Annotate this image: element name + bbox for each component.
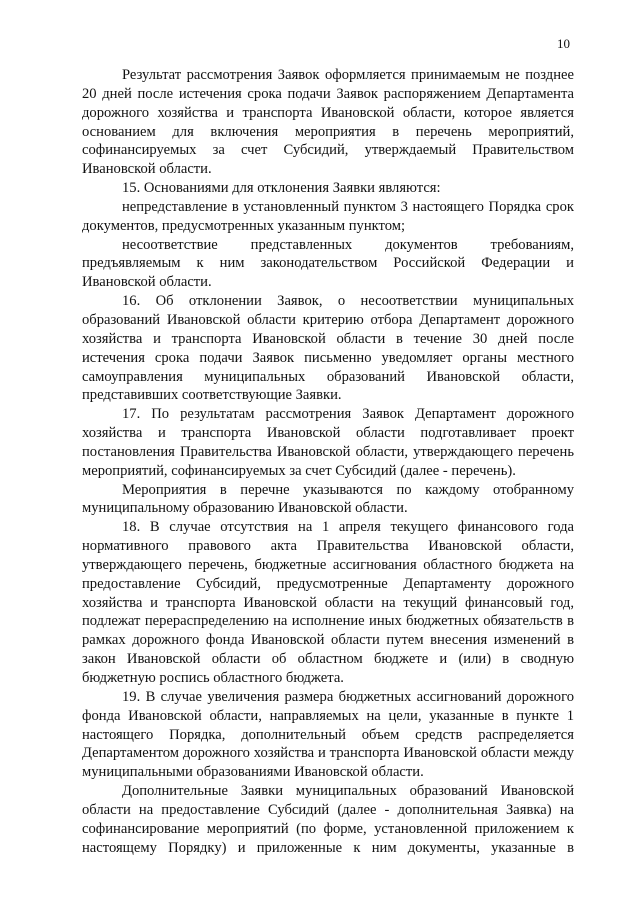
paragraph-additional-applications: Дополнительные Заявки муниципальных образований Ивановской области на предоставление Субсидий (далее - дополнительная Заявка) на софинансирование мероприятий (по форме, установленной приложением к настоящему Порядку) и приложенные к ним документы, указанные в — [82, 783, 574, 856]
paragraph-15-item-non-submission: непредставление в установленный пунктом 3 настоящего Порядка срок документов, предусмотренных указанным пунктом; — [82, 198, 574, 234]
document-body — [82, 66, 574, 857]
paragraph-15-item-non-compliance: несоответствие представленных документов требованиям, предъявляемым к ним законодательством Российской Федерации и Ивановской области. — [82, 236, 574, 291]
paragraph-19-additional-funds: 19. В случае увеличения размера бюджетных ассигнований дорожного фонда Ивановской области, направляемых на цели, указанные в пункте 1 настоящего Порядка, дополнительный объем средств распределяется Департаментом дорожного хозяйства и транспорта Ивановской области между муниципальными образованиями Ивановской области. — [82, 688, 574, 781]
page-number: 10 — [557, 36, 570, 51]
paragraph-17-list-content: Мероприятия в перечне указываются по каждому отобранному муниципальному образованию Ивановской области. — [82, 481, 574, 517]
paragraph-18-redistribution: 18. В случае отсутствия на 1 апреля текущего финансового года нормативного правового акта Правительства Ивановской области, утверждающего перечень, бюджетные ассигнования областного бюджета на предоставление Субсидий, предусмотренные Департаменту дорожного хозяйства и транспорта Ивановской области на текущий финансовый год, подлежат перераспределению на исполнение иных бюджетных обязательств в рамках дорожного фонда Ивановской области путем внесения изменений в закон Ивановской области об областном бюджете и (или) в сводную бюджетную роспись областного бюджета. — [82, 519, 574, 686]
paragraph-result-of-review: Результат рассмотрения Заявок оформляется принимаемым не позднее 20 дней после истечения срока подачи Заявок распоряжением Департамента дорожного хозяйства и транспорта Ивановской области, которое является основанием для включения мероприятия в перечень мероприятий, софинансируемых за счет Субсидий, утверждаемый Правительством Ивановской области. — [82, 67, 574, 178]
paragraph-15-grounds-for-rejection: 15. Основаниями для отклонения Заявки являются: — [122, 180, 441, 197]
paragraph-17-draft-resolution: 17. По результатам рассмотрения Заявок Департамент дорожного хозяйства и транспорта Ивановской области подготавливает проект постановления Правительства Ивановской области, утверждающего перечень мероприятий, софинансируемых за счет Субсидий (далее - перечень). — [82, 406, 574, 479]
paragraph-16-rejection-notice: 16. Об отклонении Заявок, о несоответствии муниципальных образований Ивановской области критерию отбора Департамент дорожного хозяйства и транспорта Ивановской области в течение 30 дней после истечения срока подачи Заявок письменно уведомляет органы местного самоуправления муниципальных образований Ивановской области, представивших соответствующие Заявки. — [82, 293, 574, 404]
